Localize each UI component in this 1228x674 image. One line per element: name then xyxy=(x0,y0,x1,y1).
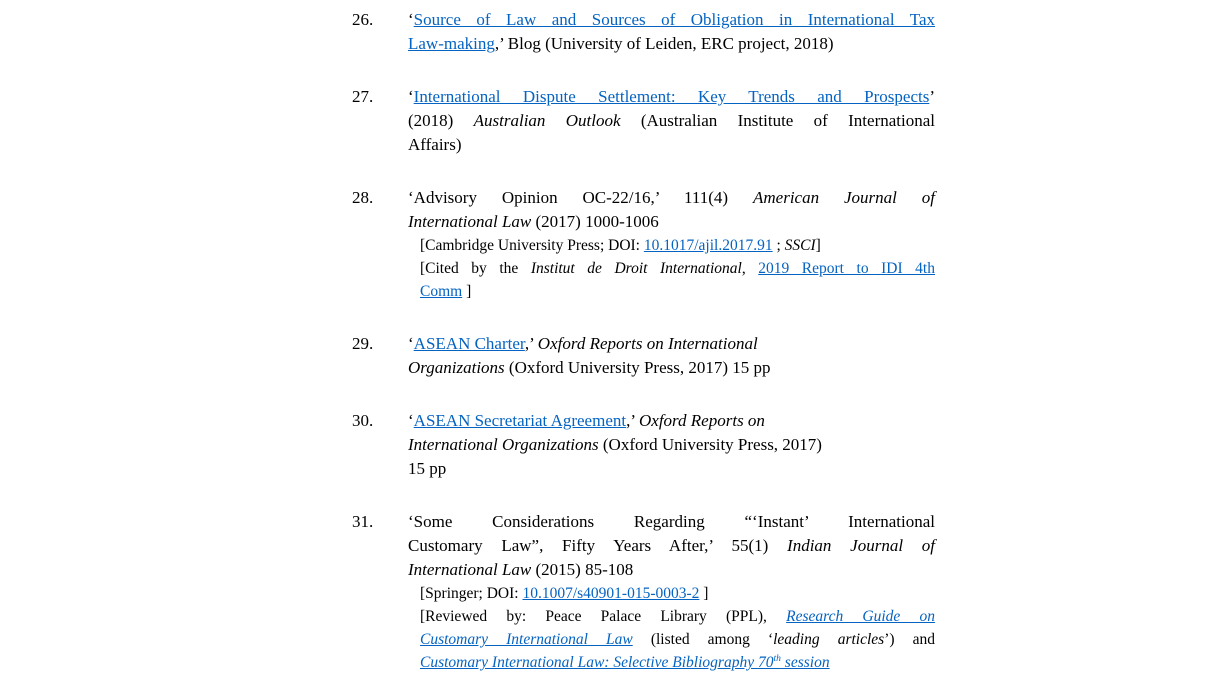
text-run: ; xyxy=(772,237,785,254)
citation-line xyxy=(408,409,935,433)
entry-number: 29. xyxy=(352,334,374,353)
entry-number: 30. xyxy=(352,411,374,430)
entry-body xyxy=(408,186,935,303)
citation-link[interactable]: ASEAN Charter xyxy=(413,334,525,353)
text-run: [Reviewed by: Peace Palace Library (PPL), xyxy=(420,608,787,625)
entry-body xyxy=(408,332,935,380)
citation-link[interactable]: 10.1007/s40901-015-0003-2 xyxy=(522,585,700,602)
entry-number: 28. xyxy=(352,188,374,207)
italic-text: International Law xyxy=(408,212,532,231)
text-run: ,’ Blog (University of Leiden, ERC project, 2018) xyxy=(494,34,834,53)
citation-link[interactable]: Customary International Law: Selective Bibliography 70th session xyxy=(420,652,830,671)
citation-link[interactable]: International Dispute Settlement: Key Trends and Prospects xyxy=(413,87,930,106)
citation-line xyxy=(408,433,935,457)
citation-link[interactable]: 10.1017/ajil.2017.91 xyxy=(643,237,773,254)
text-run: ’) and xyxy=(884,631,935,648)
citation-line xyxy=(408,332,935,356)
bibliography-entry xyxy=(352,8,935,56)
text-run: ] xyxy=(815,237,821,254)
entry-body xyxy=(408,85,935,157)
annotation-line xyxy=(420,628,935,651)
citation-line xyxy=(408,133,935,157)
bibliography-entry xyxy=(352,85,935,157)
citation-link[interactable]: Customary International Law xyxy=(420,631,633,648)
annotation-line xyxy=(420,605,935,628)
citation-line xyxy=(408,510,935,534)
citation-line xyxy=(408,210,935,234)
text-run: (2015) 85-108 xyxy=(531,560,634,579)
text-run: ‘ xyxy=(408,87,414,106)
text-run: ‘ xyxy=(408,10,414,29)
citation-line xyxy=(408,534,935,558)
text-run: , xyxy=(741,260,759,277)
annotation-line xyxy=(420,582,935,605)
bibliography-entry xyxy=(352,186,935,303)
text-run: (listed among ‘ xyxy=(632,631,774,648)
annotation-line xyxy=(420,651,935,674)
italic-text: International Organizations xyxy=(408,435,599,454)
annotation-line xyxy=(420,234,935,257)
italic-text: SSCI xyxy=(784,237,816,254)
entry-body xyxy=(408,409,935,481)
citation-line xyxy=(408,558,935,582)
italic-text: International Law xyxy=(408,560,532,579)
entry-body xyxy=(408,8,935,56)
italic-text: leading articles xyxy=(773,631,885,648)
citation-line xyxy=(408,85,935,109)
citation-line xyxy=(408,356,935,380)
text-run: ‘ xyxy=(408,334,414,353)
annotation-line xyxy=(420,280,935,303)
entry-number: 27. xyxy=(352,87,374,106)
text-run: ‘Some Considerations Regarding “‘Instant’ International xyxy=(408,512,935,531)
entry-number: 31. xyxy=(352,512,374,531)
text-run: ‘Advisory Opinion OC-22/16,’ 111(4) xyxy=(408,188,753,207)
text-run: ,’ xyxy=(626,411,640,430)
text-run: ] xyxy=(699,585,709,602)
text-run: ] xyxy=(462,283,472,300)
entry-body xyxy=(408,510,935,674)
italic-text: Oxford Reports on International xyxy=(537,334,758,353)
text-run: [Cambridge University Press; DOI: xyxy=(420,237,644,254)
text-run: (Oxford University Press, 2017) 15 pp xyxy=(504,358,771,377)
citation-line xyxy=(408,186,935,210)
text-run: [Springer; DOI: xyxy=(420,585,523,602)
entry-number: 26. xyxy=(352,10,374,29)
text-run: (2017) 1000-1006 xyxy=(531,212,659,231)
citation-link[interactable]: Research Guide on xyxy=(786,608,935,625)
citation-link[interactable]: Source of Law and Sources of Obligation in International Tax xyxy=(413,10,935,29)
text-run: [Cited by the xyxy=(420,260,531,277)
bibliography-entry xyxy=(352,409,935,481)
annotation-line xyxy=(420,257,935,280)
citation-line xyxy=(408,8,935,32)
citation-link[interactable]: ASEAN Secretariat Agreement xyxy=(413,411,627,430)
italic-text: Oxford Reports on xyxy=(639,411,765,430)
text-run: ‘ xyxy=(408,411,414,430)
bibliography-entry xyxy=(352,510,935,674)
italic-text: Institut de Droit International xyxy=(530,260,742,277)
citation-link[interactable]: Law-making xyxy=(408,34,495,53)
bibliography-entry xyxy=(352,332,935,380)
citation-link[interactable]: 2019 Report to IDI 4th xyxy=(758,260,935,277)
citation-link[interactable]: Comm xyxy=(420,283,463,300)
italic-text: Indian Journal of xyxy=(787,536,935,555)
citation-line xyxy=(408,32,935,56)
text-run: Customary Law”, Fifty Years After,’ 55(1) xyxy=(408,536,788,555)
text-run: ’ xyxy=(929,87,935,106)
text-run: ,’ xyxy=(524,334,538,353)
italic-text: American Journal of xyxy=(753,188,936,207)
bibliography-list xyxy=(352,8,935,674)
citation-line xyxy=(408,109,935,133)
citation-line xyxy=(408,457,935,481)
superscript-text: th xyxy=(773,652,781,664)
text-run: Affairs) xyxy=(408,135,462,154)
italic-text: Organizations xyxy=(408,358,505,377)
text-run: (Oxford University Press, 2017) xyxy=(598,435,822,454)
italic-text: Australian Outlook xyxy=(473,111,621,130)
text-run: (Australian Institute of International xyxy=(620,111,935,130)
text-run: 15 pp xyxy=(408,459,447,478)
text-run: (2018) xyxy=(408,111,474,130)
